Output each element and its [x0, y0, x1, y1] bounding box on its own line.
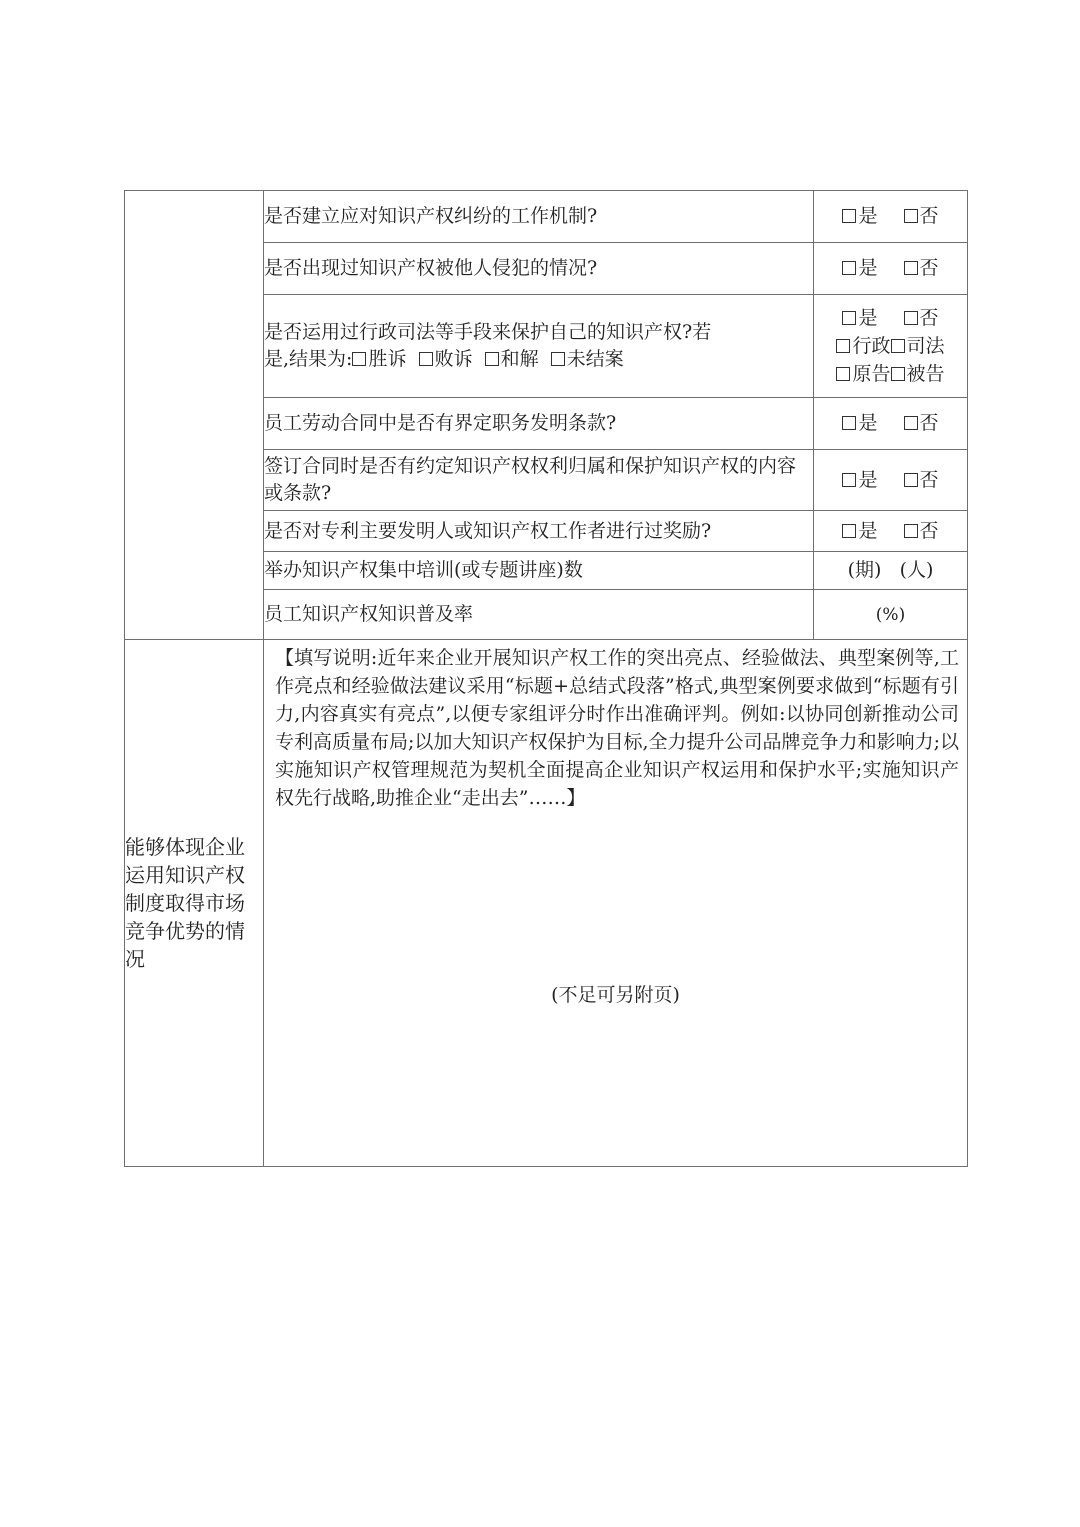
awareness-rate-field[interactable]: (%): [814, 590, 968, 640]
question-inventor-reward: 是否对专利主要发明人或知识产权工作者进行过奖励?: [264, 511, 814, 552]
checkbox-icon[interactable]: [842, 209, 856, 223]
question-awareness-rate: 员工知识产权知识普及率: [264, 590, 814, 640]
training-count-field[interactable]: (期) (人): [814, 552, 968, 590]
question-training-count: 举办知识产权集中培训(或专题讲座)数: [264, 552, 814, 590]
checkbox-icon[interactable]: [836, 339, 850, 353]
options-contract-ownership[interactable]: 是 否: [814, 450, 968, 511]
options-dispute-mechanism[interactable]: 是 否: [814, 191, 968, 243]
options-infringed[interactable]: 是 否: [814, 243, 968, 295]
checkbox-icon[interactable]: [842, 416, 856, 430]
checkbox-icon[interactable]: [891, 339, 905, 353]
checkbox-icon[interactable]: [904, 524, 918, 538]
fill-instructions: 【填写说明:近年来企业开展知识产权工作的突出亮点、经验做法、典型案例等,工作亮点和经验做法建议采用“标题+总结式段落”格式,典型案例要求做到“标题有引力,内容真实有亮点”,以便专家组评分时作出准确评判。例如:以协同创新推动公司专利高质量布局;以加大知识产权保护为目标,全力提升公司品牌竞争力和影响力;以实施知识产权管理规范为契机全面提高企业知识产权运用和保护水平;实施知识产权先行战略,助推企业“走出去”……】: [275, 647, 959, 809]
checkbox-icon[interactable]: [485, 352, 499, 366]
options-inventor-reward[interactable]: 是 否: [814, 511, 968, 552]
checkbox-icon[interactable]: [352, 352, 366, 366]
checkbox-icon[interactable]: [904, 416, 918, 430]
checkbox-icon[interactable]: [904, 209, 918, 223]
market-advantage-description-field[interactable]: [264, 640, 968, 1167]
question-contract-ownership: 签订合同时是否有约定知识产权权利归属和保护知识产权的内容或条款?: [264, 450, 814, 511]
options-employment-contract[interactable]: 是 否: [814, 398, 968, 450]
checkbox-icon[interactable]: [842, 524, 856, 538]
section-label-market-advantage: 能够体现企业运用知识产权制度取得市场竞争优势的情况: [125, 640, 264, 1167]
checkbox-icon[interactable]: [904, 473, 918, 487]
options-legal-means[interactable]: 是 否 行政 司法 原告 被告: [814, 295, 968, 398]
checkbox-icon[interactable]: [842, 473, 856, 487]
question-infringed: 是否出现过知识产权被他人侵犯的情况?: [264, 243, 814, 295]
question-employment-contract: 员工劳动合同中是否有界定职务发明条款?: [264, 398, 814, 450]
attach-page-note: (不足可另附页): [551, 984, 680, 1006]
checkbox-icon[interactable]: [904, 311, 918, 325]
ip-form-table: [124, 190, 968, 1167]
checkbox-icon[interactable]: [904, 261, 918, 275]
question-legal-means: 是否运用过行政司法等手段来保护自己的知识产权?若 是,结果为: 胜诉 败诉 和解 未结案: [264, 295, 814, 398]
checkbox-icon[interactable]: [419, 352, 433, 366]
section-label-cell-empty: [125, 191, 264, 640]
checkbox-icon[interactable]: [836, 367, 850, 381]
question-dispute-mechanism: 是否建立应对知识产权纠纷的工作机制?: [264, 191, 814, 243]
checkbox-icon[interactable]: [842, 311, 856, 325]
checkbox-icon[interactable]: [551, 352, 565, 366]
checkbox-icon[interactable]: [842, 261, 856, 275]
checkbox-icon[interactable]: [891, 367, 905, 381]
